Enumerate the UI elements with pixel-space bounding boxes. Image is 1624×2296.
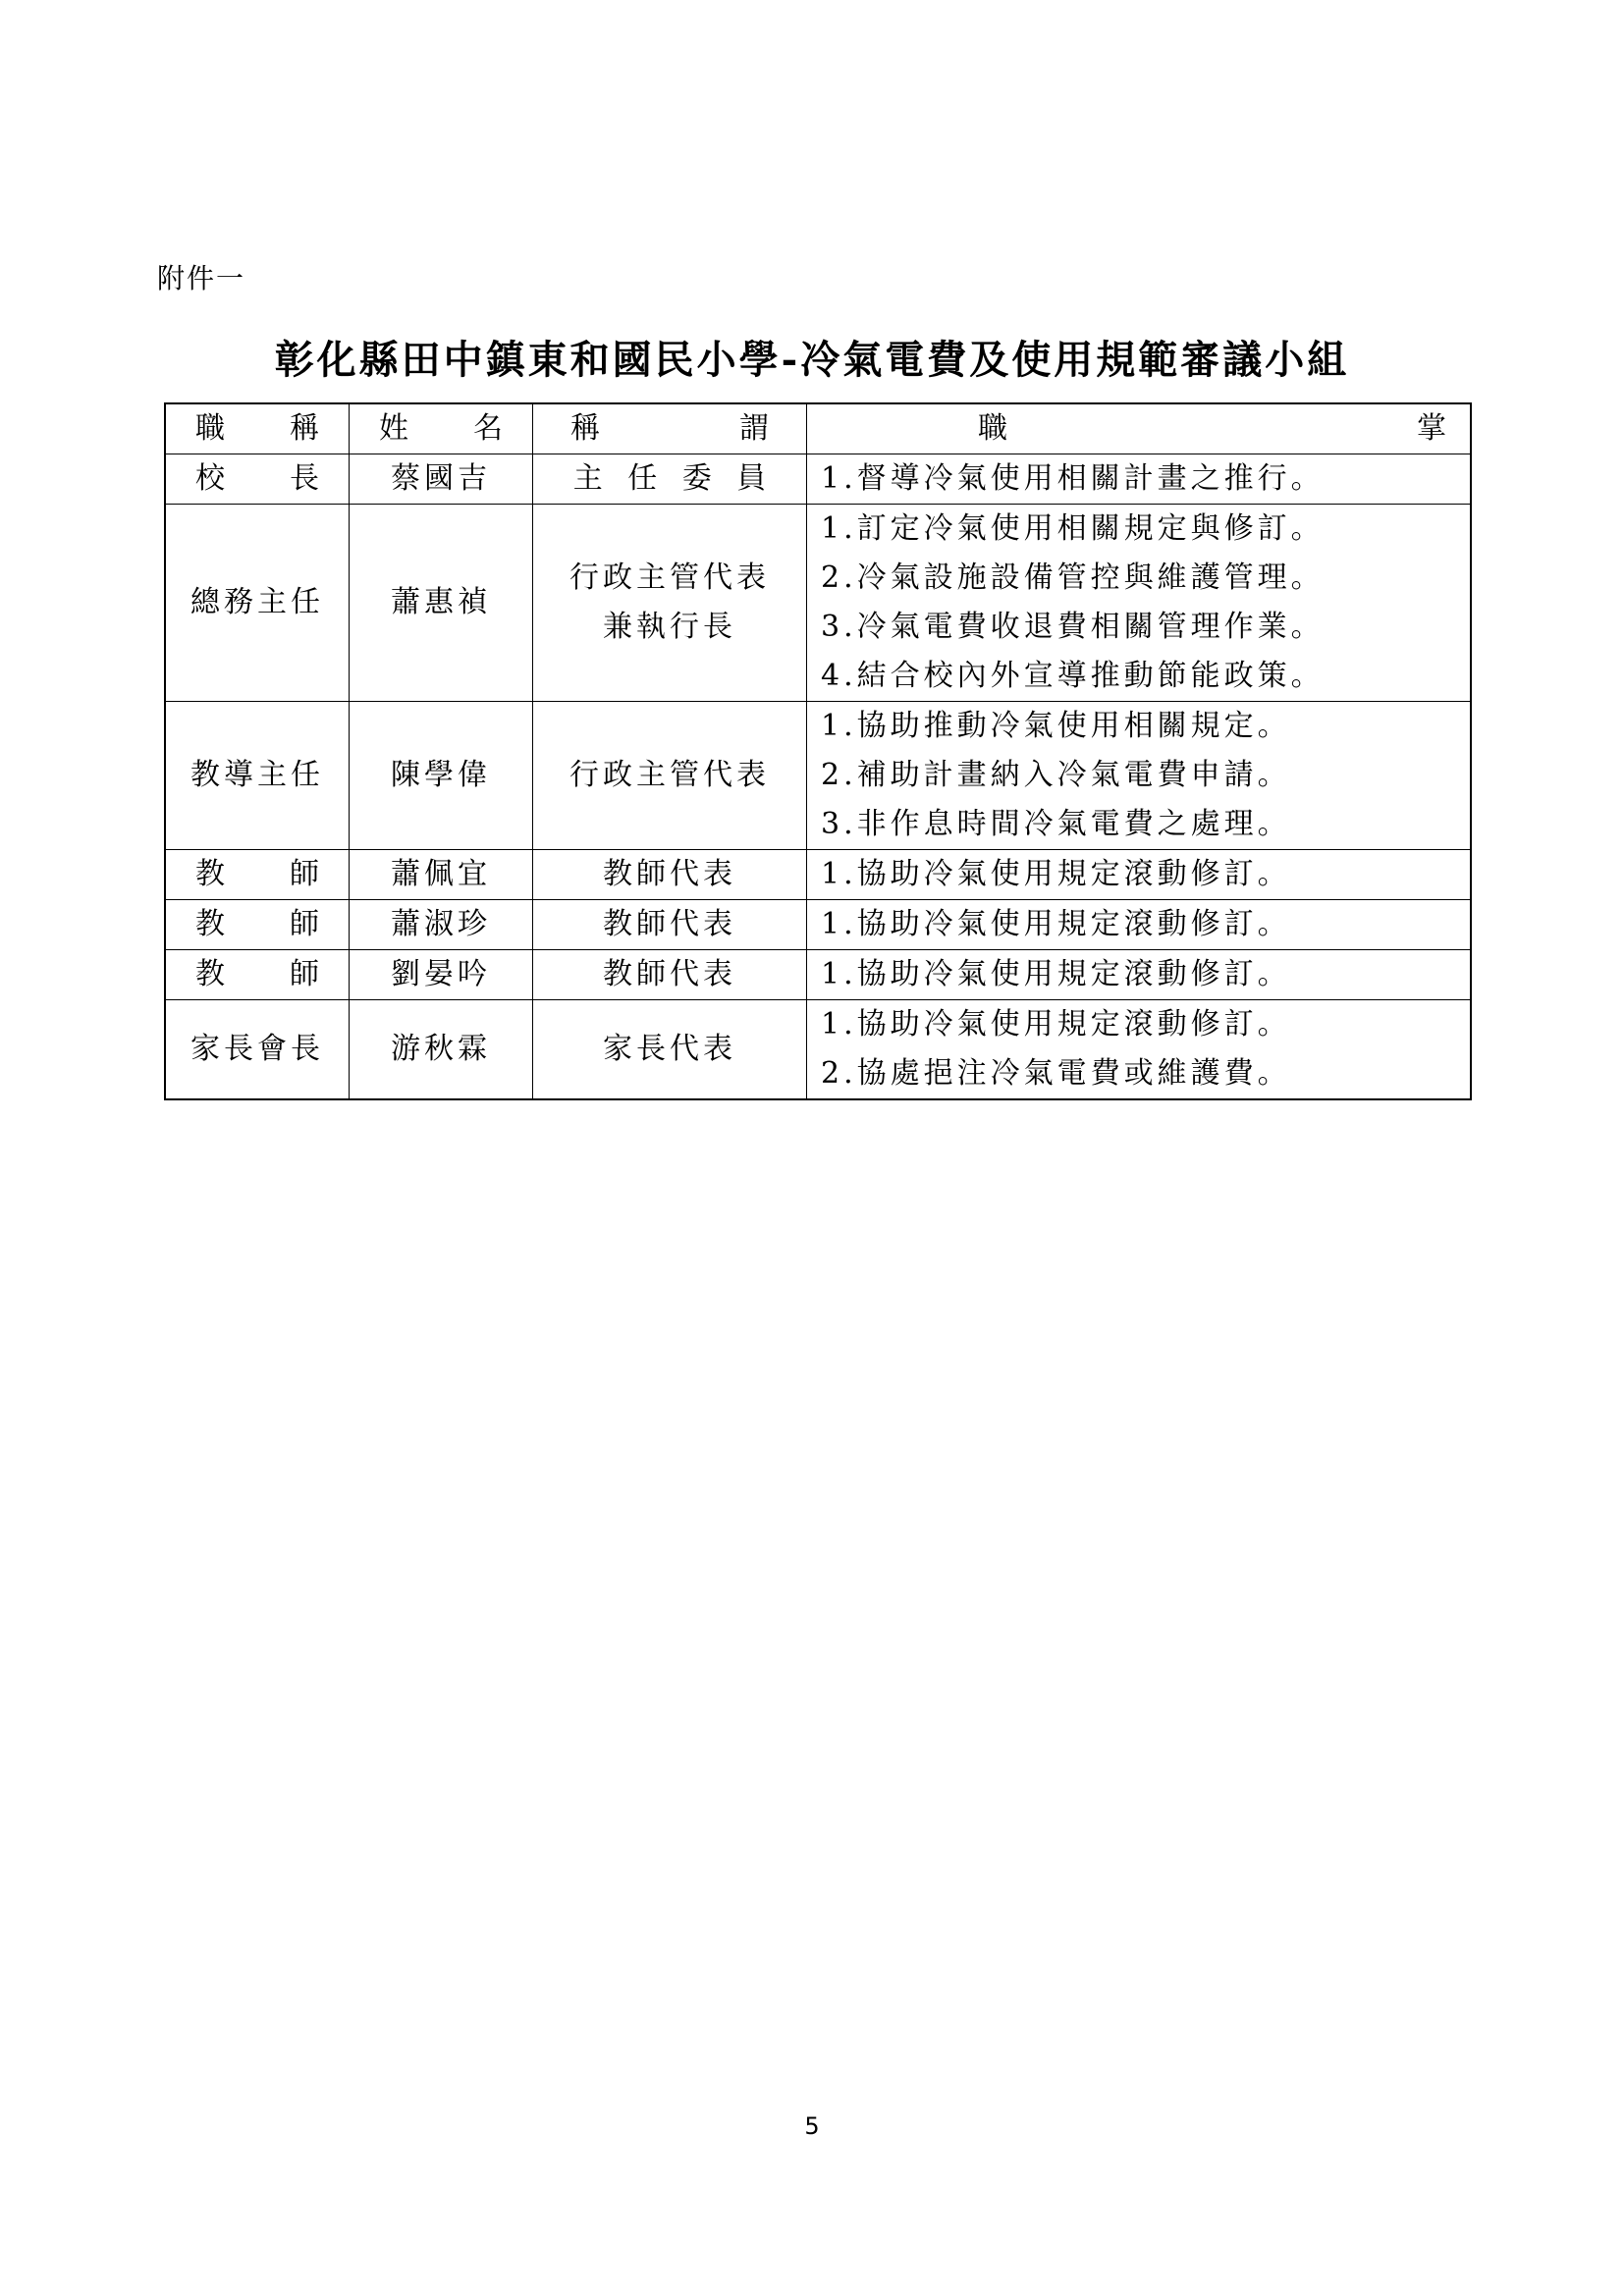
- committee-table: [164, 402, 1472, 1100]
- role-line: 兼執行長: [603, 610, 736, 644]
- header-name-char: 姓: [379, 411, 408, 446]
- header-role-char: 稱: [570, 411, 600, 446]
- name-cell: 蕭佩宜: [350, 850, 533, 900]
- duties-cell: [807, 850, 1472, 900]
- duties-cell: [807, 1000, 1472, 1100]
- position-cell: [165, 950, 350, 1000]
- name-cell: 蔡國吉: [350, 454, 533, 505]
- header-duties: [807, 403, 1472, 454]
- header-role: [533, 403, 807, 454]
- name-cell: 游秋霖: [350, 1000, 533, 1100]
- position-cell: 總務主任: [165, 505, 350, 702]
- document-title: 彰化縣田中鎮東和國民小學-冷氣電費及使用規範審議小組: [274, 337, 1350, 383]
- header-duties-char: 職: [978, 411, 1007, 446]
- name-cell: 陳學偉: [350, 702, 533, 850]
- position-cell: 教導主任: [165, 702, 350, 850]
- name-cell: 蕭惠禎: [350, 505, 533, 702]
- role-cell: [533, 454, 807, 505]
- duty-line: 3.冷氣電費收退費相關管理作業。: [821, 610, 1325, 644]
- duty-line: 4.結合校內外宣導推動節能政策。: [821, 659, 1325, 693]
- page-number: 5: [804, 2112, 820, 2140]
- position-char: 師: [290, 907, 319, 941]
- header-name-char: 名: [473, 411, 503, 446]
- position-char: 教: [195, 857, 225, 891]
- duty-line: 1.協助推動冷氣使用相關規定。: [821, 709, 1291, 743]
- role-line: 家長代表: [603, 1032, 736, 1066]
- table-row: [165, 505, 1471, 702]
- role-line: 教師代表: [603, 957, 736, 991]
- duty-line: 2.補助計畫納入冷氣電費申請。: [821, 758, 1291, 792]
- duties-cell: [807, 702, 1472, 850]
- table-row: [165, 1000, 1471, 1100]
- role-line: 行政主管代表: [569, 758, 770, 792]
- position-char: 師: [290, 957, 319, 991]
- role-cell: [533, 505, 807, 702]
- duty-line: 3.非作息時間冷氣電費之處理。: [821, 807, 1291, 841]
- duty-line: 2.冷氣設施設備管控與維護管理。: [821, 561, 1325, 595]
- role-char: 任: [627, 461, 658, 496]
- duty-line: 1.督導冷氣使用相關計畫之推行。: [821, 461, 1325, 496]
- position-char: 師: [290, 857, 319, 891]
- role-cell: [533, 1000, 807, 1100]
- duties-cell: [807, 950, 1472, 1000]
- header-position-char: 稱: [290, 411, 319, 446]
- position-cell: 家長會長: [165, 1000, 350, 1100]
- header-name: [350, 403, 533, 454]
- duty-line: 1.協助冷氣使用規定滾動修訂。: [821, 957, 1291, 991]
- position-char: 校: [195, 461, 225, 496]
- table-row: [165, 850, 1471, 900]
- header-role-char: 謂: [739, 411, 769, 446]
- role-cell: [533, 850, 807, 900]
- duty-line: 1.協助冷氣使用規定滾動修訂。: [821, 1007, 1291, 1041]
- table-row: [165, 702, 1471, 850]
- duty-line: 1.協助冷氣使用規定滾動修訂。: [821, 907, 1291, 941]
- duties-cell: [807, 900, 1472, 950]
- position-char: 長: [290, 461, 319, 496]
- header-position: [165, 403, 350, 454]
- duty-line: 2.協處挹注冷氣電費或維護費。: [821, 1056, 1291, 1091]
- position-char: 教: [195, 907, 225, 941]
- position-char: 教: [195, 957, 225, 991]
- table-header-row: [165, 403, 1471, 454]
- role-line: 教師代表: [603, 907, 736, 941]
- duties-cell: [807, 454, 1472, 505]
- duties-cell: [807, 505, 1472, 702]
- role-cell: [533, 950, 807, 1000]
- name-cell: 蕭淑珍: [350, 900, 533, 950]
- position-cell: [165, 900, 350, 950]
- role-cell: [533, 900, 807, 950]
- duty-line: 1.協助冷氣使用規定滾動修訂。: [821, 857, 1291, 891]
- role-char: 員: [736, 461, 767, 496]
- role-line: 行政主管代表: [569, 561, 770, 595]
- role-char: 委: [681, 461, 712, 496]
- name-cell: 劉晏吟: [350, 950, 533, 1000]
- header-position-char: 職: [195, 411, 225, 446]
- table-row: [165, 900, 1471, 950]
- role-cell: [533, 702, 807, 850]
- position-cell: [165, 454, 350, 505]
- role-char: 主: [572, 461, 603, 496]
- duty-line: 1.訂定冷氣使用相關規定與修訂。: [821, 511, 1325, 546]
- table-row: [165, 950, 1471, 1000]
- table-row: [165, 454, 1471, 505]
- header-duties-char: 掌: [1417, 411, 1446, 446]
- role-line: 教師代表: [603, 857, 736, 891]
- position-cell: [165, 850, 350, 900]
- annex-label: 附件一: [157, 262, 246, 294]
